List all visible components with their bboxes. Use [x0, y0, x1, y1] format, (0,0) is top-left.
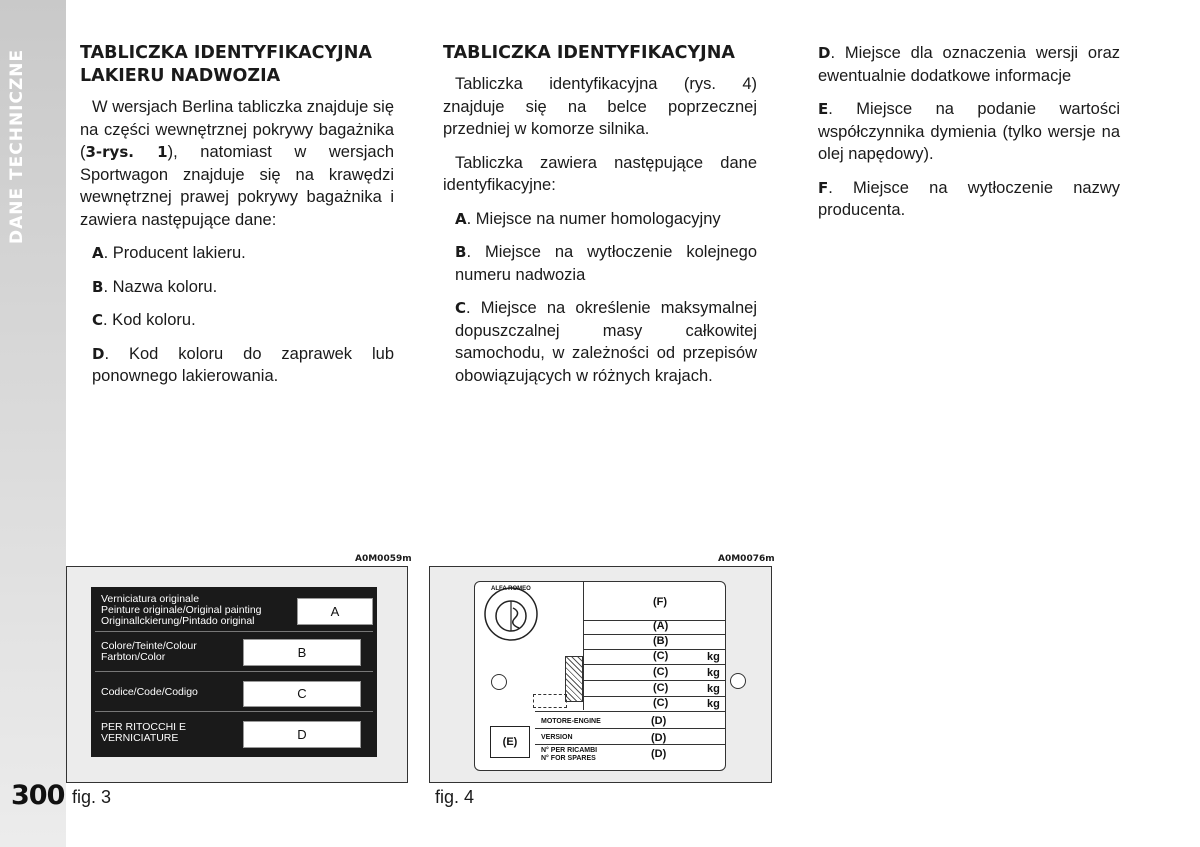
field-c: (C) [653, 650, 669, 662]
field-e: (E) [490, 726, 530, 758]
plate-field-c: C [243, 681, 361, 707]
unit-kg: kg [707, 667, 720, 679]
field-d: (D) [651, 748, 667, 760]
plate-field-d: D [243, 721, 361, 748]
column-paint-plate [80, 42, 394, 399]
figure-4 [429, 566, 772, 783]
heading-line-2: LAKIERU NADWOZIA [80, 66, 281, 86]
unit-kg: kg [707, 698, 720, 710]
label-motore: MOTORE-ENGINE [541, 718, 601, 725]
field-b: (B) [653, 635, 669, 647]
field-f: (F) [653, 596, 668, 608]
paragraph: Tabliczka zawiera następujące dane identyfikacyjne: [443, 153, 757, 194]
dashed-area [533, 694, 567, 708]
plate-row-label: PER RITOCCHI E VERNICIATURE [101, 721, 186, 744]
divider [583, 680, 725, 681]
list-item: D. Miejsce dla oznaczenia wersji oraz ewentualnie dodatkowe informacje [818, 44, 1120, 85]
plate-row-label: Colore/Teinte/Colour Farbton/Color [101, 640, 197, 663]
unit-kg: kg [707, 651, 720, 663]
figure-4-code: A0M0076m [718, 554, 775, 564]
table-divider [583, 582, 584, 710]
list-item: B. Nazwa koloru. [92, 277, 218, 296]
id-plate [474, 581, 726, 771]
plate-field-b: B [243, 639, 361, 666]
list-item: C. Kod koloru. [92, 311, 196, 329]
figure-3-code: A0M0059m [355, 554, 412, 564]
divider [95, 711, 373, 712]
divider [535, 728, 725, 729]
plate-row-label: Codice/Code/Codigo [101, 686, 198, 698]
field-c: (C) [653, 697, 669, 709]
heading-line-1: TABLICZKA IDENTYFIKACYJNA [80, 43, 372, 63]
column-id-plate [443, 42, 757, 398]
alfa-romeo-logo [483, 586, 539, 642]
paint-plate [91, 587, 377, 757]
list-item: C. Miejsce na określenie maksymalnej dopuszczalnej masy całkowitej samochodu, w zależności od przepisów obowiązujących w różnych krajach. [455, 299, 757, 385]
divider [583, 664, 725, 665]
divider [95, 671, 373, 672]
list-item: A. Miejsce na numer homologacyjny [455, 209, 721, 228]
intro-paragraph [80, 96, 394, 231]
list-item: A. Producent lakieru. [92, 244, 246, 262]
field-d: (D) [651, 715, 667, 727]
section-title: DANE TECHNICZNE [7, 48, 27, 244]
heading-paint-plate [80, 42, 394, 88]
field-c: (C) [653, 682, 669, 694]
figure-4-caption: fig. 4 [435, 787, 475, 807]
unit-kg: kg [707, 683, 720, 695]
hatched-area [565, 656, 583, 702]
field-c: (C) [653, 666, 669, 678]
divider [535, 744, 725, 745]
field-d: (D) [651, 732, 667, 744]
intro-after: ), natomiast w wersjach Sportwagon znajduje się na krawędzi wewnętrznej prawej pokrywy bagażnika i zawiera następujące dane: [80, 143, 395, 229]
mounting-hole [491, 674, 507, 690]
figure-reference: 3-rys. 1 [85, 143, 168, 161]
label-ricambi: N° PER RICAMBI N° FOR SPARES [541, 747, 598, 762]
intro-before: W wersjach Berlina tabliczka znajduje się na części wewnętrznej pokrywy bagażnika ( [80, 98, 394, 161]
plate-row-label: Verniciatura originale Peinture originale/Original painting Originallckierung/Pintado original [101, 593, 262, 627]
divider [535, 711, 725, 712]
column-id-plate-continued [806, 42, 1120, 233]
list-item: E. Miejsce na podanie wartości współczynnika dymienia (tylko wersje na olej napędowy). [818, 100, 1120, 163]
logo-text: ALFA ROMEO [491, 586, 531, 592]
figure-3-caption: fig. 3 [72, 787, 112, 807]
field-a: (A) [653, 620, 669, 632]
list-item: B. Miejsce na wytłoczenie kolejnego numeru nadwozia [455, 243, 757, 284]
label-version: VERSION [541, 734, 573, 741]
plate-field-a: A [297, 598, 373, 625]
heading-id-plate: TABLICZKA IDENTYFIKACYJNA [443, 43, 735, 63]
paragraph: Tabliczka identyfikacyjna (rys. 4) znajduje się na belce poprzecznej przedniej w komorze silnika. [443, 75, 757, 138]
list-item: F. Miejsce na wytłoczenie nazwy producenta. [818, 178, 1120, 219]
page-number: 300 [11, 780, 65, 811]
side-bar [0, 0, 66, 847]
figure-3 [66, 566, 408, 783]
divider [95, 631, 373, 632]
mounting-hole [730, 673, 746, 689]
list-item: D. Kod koloru do zaprawek lub ponownego lakierowania. [92, 344, 394, 385]
